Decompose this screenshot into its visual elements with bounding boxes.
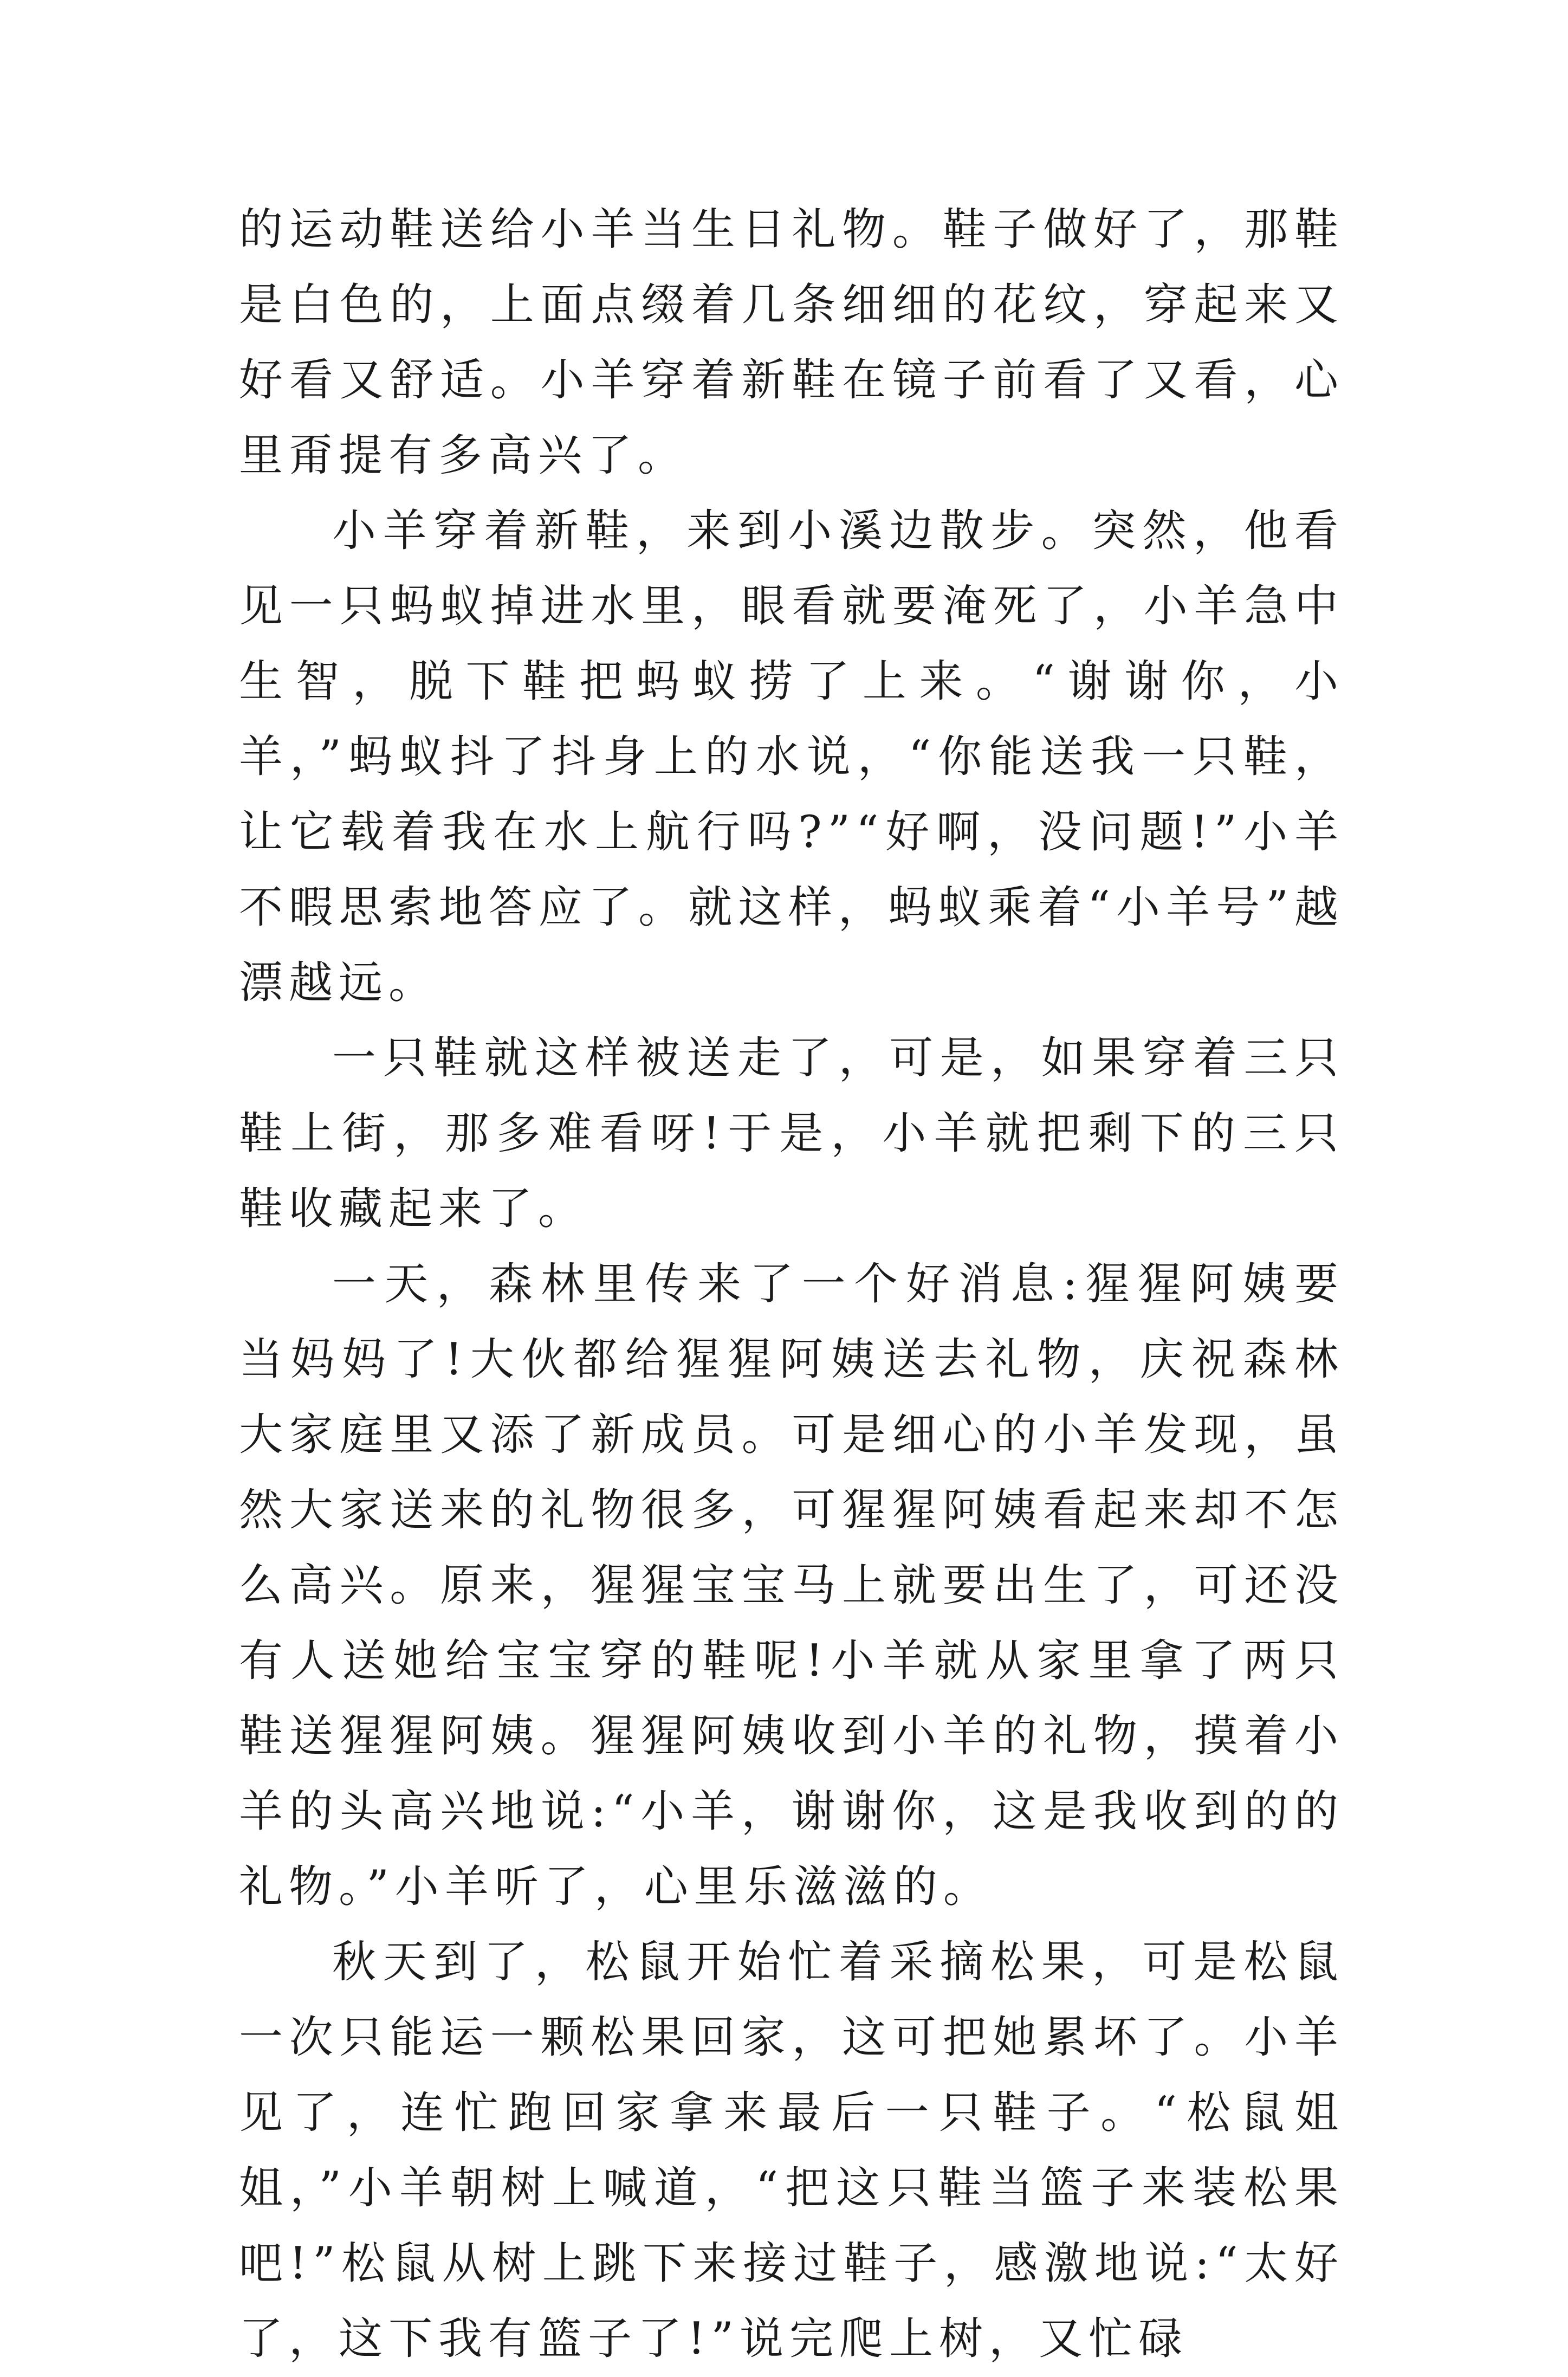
paragraph-2: 小羊穿着新鞋，来到小溪边散步。突然，他看见一只蚂蚁掉进水里，眼看就要淹死了，小羊急中生智，脱下鞋把蚂蚁捞了上来。“谢谢你，小羊，”蚂蚁抖了抖身上的水说，“你能送我一只鞋，让它载着我在水上航行吗?”“好啊，没问题!”小羊不暇思索地答应了。就这样，蚂蚁乘着“小羊号”越漂越远。 xyxy=(239,506,1344,1009)
paragraph-3: 一只鞋就这样被送走了，可是，如果穿着三只鞋上街，那多难看呀!于是，小羊就把剩下的三只鞋收藏起来了。 xyxy=(239,1033,1344,1235)
paragraph-1: 的运动鞋送给小羊当生日礼物。鞋子做好了，那鞋是白色的，上面点缀着几条细细的花纹，穿起来又好看又舒适。小羊穿着新鞋在镜子前看了又看，心里甭提有多高兴了。 xyxy=(239,204,1344,481)
body-text xyxy=(239,192,1344,2377)
paragraph-5: 秋天到了，松鼠开始忙着采摘松果，可是松鼠一次只能运一颗松果回家，这可把她累坏了。小羊见了，连忙跑回家拿来最后一只鞋子。“松鼠姐姐，”小羊朝树上喊道，“把这只鞋当篮子来装松果吧!”松鼠从树上跳下来接过鞋子，感激地说:“太好了，这下我有篮子了!”说完爬上树，又忙碌 xyxy=(239,1937,1344,2365)
paragraph-4: 一天，森林里传来了一个好消息:猩猩阿姨要当妈妈了!大伙都给猩猩阿姨送去礼物，庆祝森林大家庭里又添了新成员。可是细心的小羊发现，虽然大家送来的礼物很多，可猩猩阿姨看起来却不怎么高兴。原来，猩猩宝宝马上就要出生了，可还没有人送她给宝宝穿的鞋呢!小羊就从家里拿了两只鞋送猩猩阿姨。猩猩阿姨收到小羊的礼物，摸着小羊的头高兴地说:“小羊，谢谢你，这是我收到的的礼物。”小羊听了，心里乐滋滋的。 xyxy=(239,1259,1344,1913)
